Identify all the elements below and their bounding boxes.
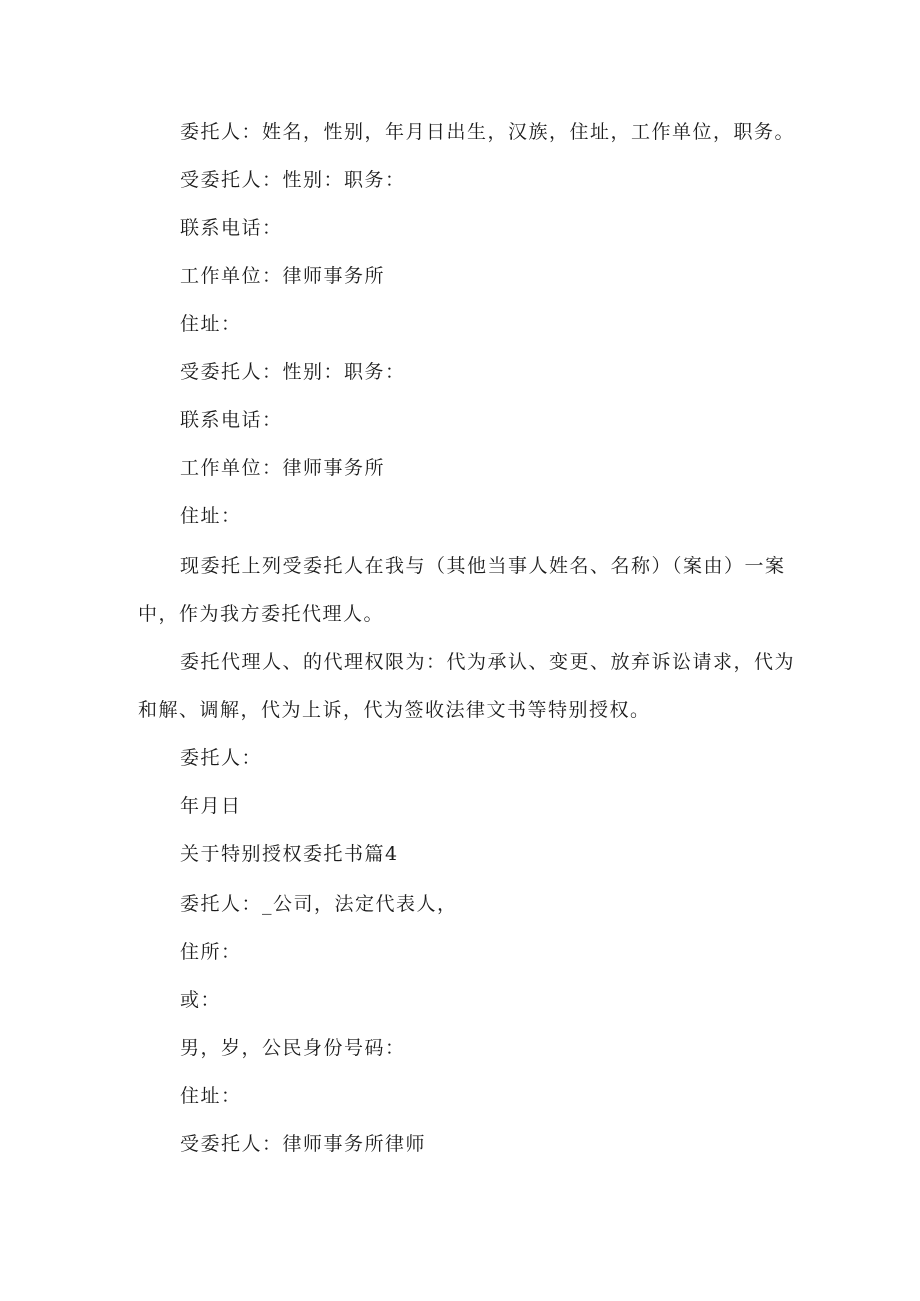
agent-1-gender-position: 受委托人：性别：职务：	[180, 169, 406, 191]
principal-company-line: 委托人：_公司，法定代表人，	[180, 893, 458, 915]
agent-lawyer-line: 受委托人：律师事务所律师	[180, 1133, 427, 1155]
entrustment-paragraph-line-1: 现委托上列受委托人在我与（其他当事人姓名、名称）（案由）一案	[180, 555, 786, 577]
agent-2-address: 住址：	[180, 505, 242, 527]
agent-2-phone: 联系电话：	[180, 409, 283, 431]
section-heading: 关于特别授权委托书篇4	[180, 843, 399, 865]
entrustment-paragraph-line-2: 中，作为我方委托代理人。	[138, 603, 385, 625]
date-line: 年月日	[180, 795, 242, 817]
agent-2-gender-position: 受委托人：性别：职务：	[180, 361, 406, 383]
principal-signature: 委托人：	[180, 747, 263, 769]
agent-2-workplace: 工作单位：律师事务所	[180, 457, 386, 479]
principal-line: 委托人：姓名，性别，年月日出生，汉族，住址，工作单位，职务。	[180, 121, 796, 143]
authority-paragraph-line-2: 和解、调解，代为上诉，代为签收法律文书等特别授权。	[138, 699, 651, 721]
agent-1-phone: 联系电话：	[180, 217, 283, 239]
agent-1-workplace: 工作单位：律师事务所	[180, 265, 386, 287]
or-line: 或：	[180, 989, 222, 1011]
authority-paragraph-line-1: 委托代理人、的代理权限为：代为承认、变更、放弃诉讼请求，代为	[180, 651, 796, 673]
domicile-line: 住所：	[180, 941, 242, 963]
person-id-line: 男，岁，公民身份号码：	[180, 1037, 406, 1059]
address-line: 住址：	[180, 1085, 242, 1107]
agent-1-address: 住址：	[180, 313, 242, 335]
